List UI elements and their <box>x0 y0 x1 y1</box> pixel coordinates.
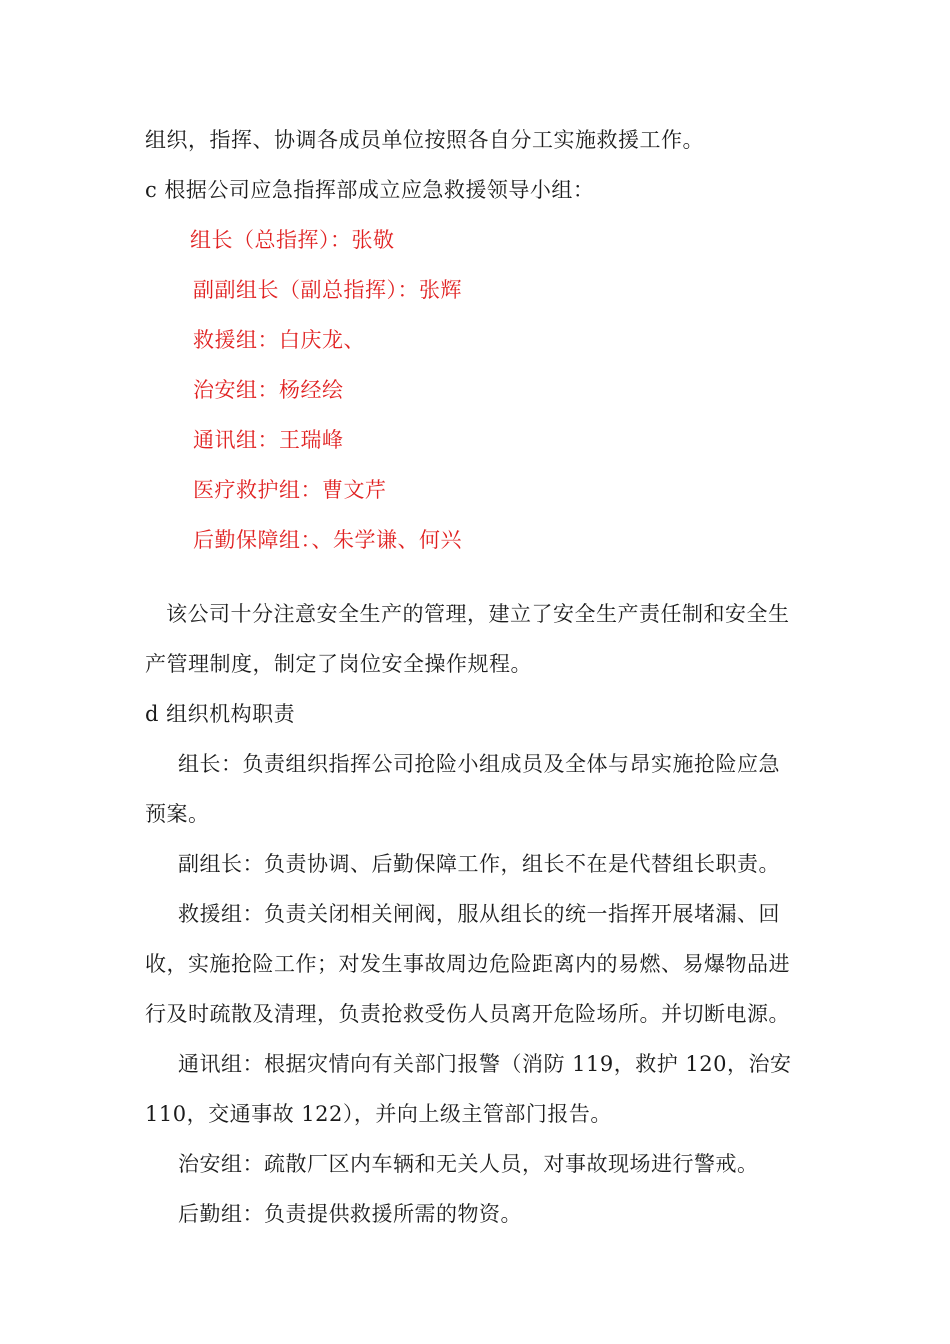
paragraph-line: 副组长：负责协调、后勤保障工作，组长不在是代替组长职责。 <box>178 852 780 876</box>
paragraph-line: 产管理制度，制定了岗位安全操作规程。 <box>145 652 532 676</box>
section-heading-c: c 根据公司应急指挥部成立应急救援领导小组： <box>145 178 595 202</box>
paragraph-line: 行及时疏散及清理，负责抢救受伤人员离开危险场所。并切断电源。 <box>145 1002 790 1026</box>
security-group-line: 治安组：杨经绘 <box>193 378 344 402</box>
rescue-group-line: 救援组：白庆龙、 <box>193 328 365 352</box>
paragraph-line: 预案。 <box>145 802 210 826</box>
paragraph-line: 治安组：疏散厂区内车辆和无关人员，对事故现场进行警戒。 <box>178 1152 759 1176</box>
paragraph-line: 收，实施抢险工作；对发生事故周边危险距离内的易燃、易爆物品进 <box>145 952 790 976</box>
paragraph-line: 组长：负责组织指挥公司抢险小组成员及全体与昂实施抢险应急 <box>178 752 780 776</box>
paragraph-line: 通讯组：根据灾情向有关部门报警（消防 119，救护 120，治安 <box>178 1052 792 1076</box>
medical-group-line: 医疗救护组：曹文芹 <box>193 478 387 502</box>
paragraph-line: 组织，指挥、协调各成员单位按照各自分工实施救援工作。 <box>145 128 704 152</box>
communication-group-line: 通讯组：王瑞峰 <box>193 428 344 452</box>
paragraph-line: 110，交通事故 122），并向上级主管部门报告。 <box>145 1102 612 1126</box>
deputy-leader-line: 副副组长（副总指挥）：张辉 <box>193 278 462 302</box>
paragraph-line: 该公司十分注意安全生产的管理，建立了安全生产责任制和安全生 <box>166 602 790 626</box>
leader-line: 组长（总指挥）：张敬 <box>190 228 395 252</box>
section-heading-d: d 组织机构职责 <box>145 702 296 726</box>
logistics-group-line: 后勤保障组：、朱学谦、何兴 <box>193 528 462 552</box>
paragraph-line: 救援组：负责关闭相关闸阀，服从组长的统一指挥开展堵漏、回 <box>178 902 780 926</box>
paragraph-line: 后勤组：负责提供救援所需的物资。 <box>178 1202 522 1226</box>
